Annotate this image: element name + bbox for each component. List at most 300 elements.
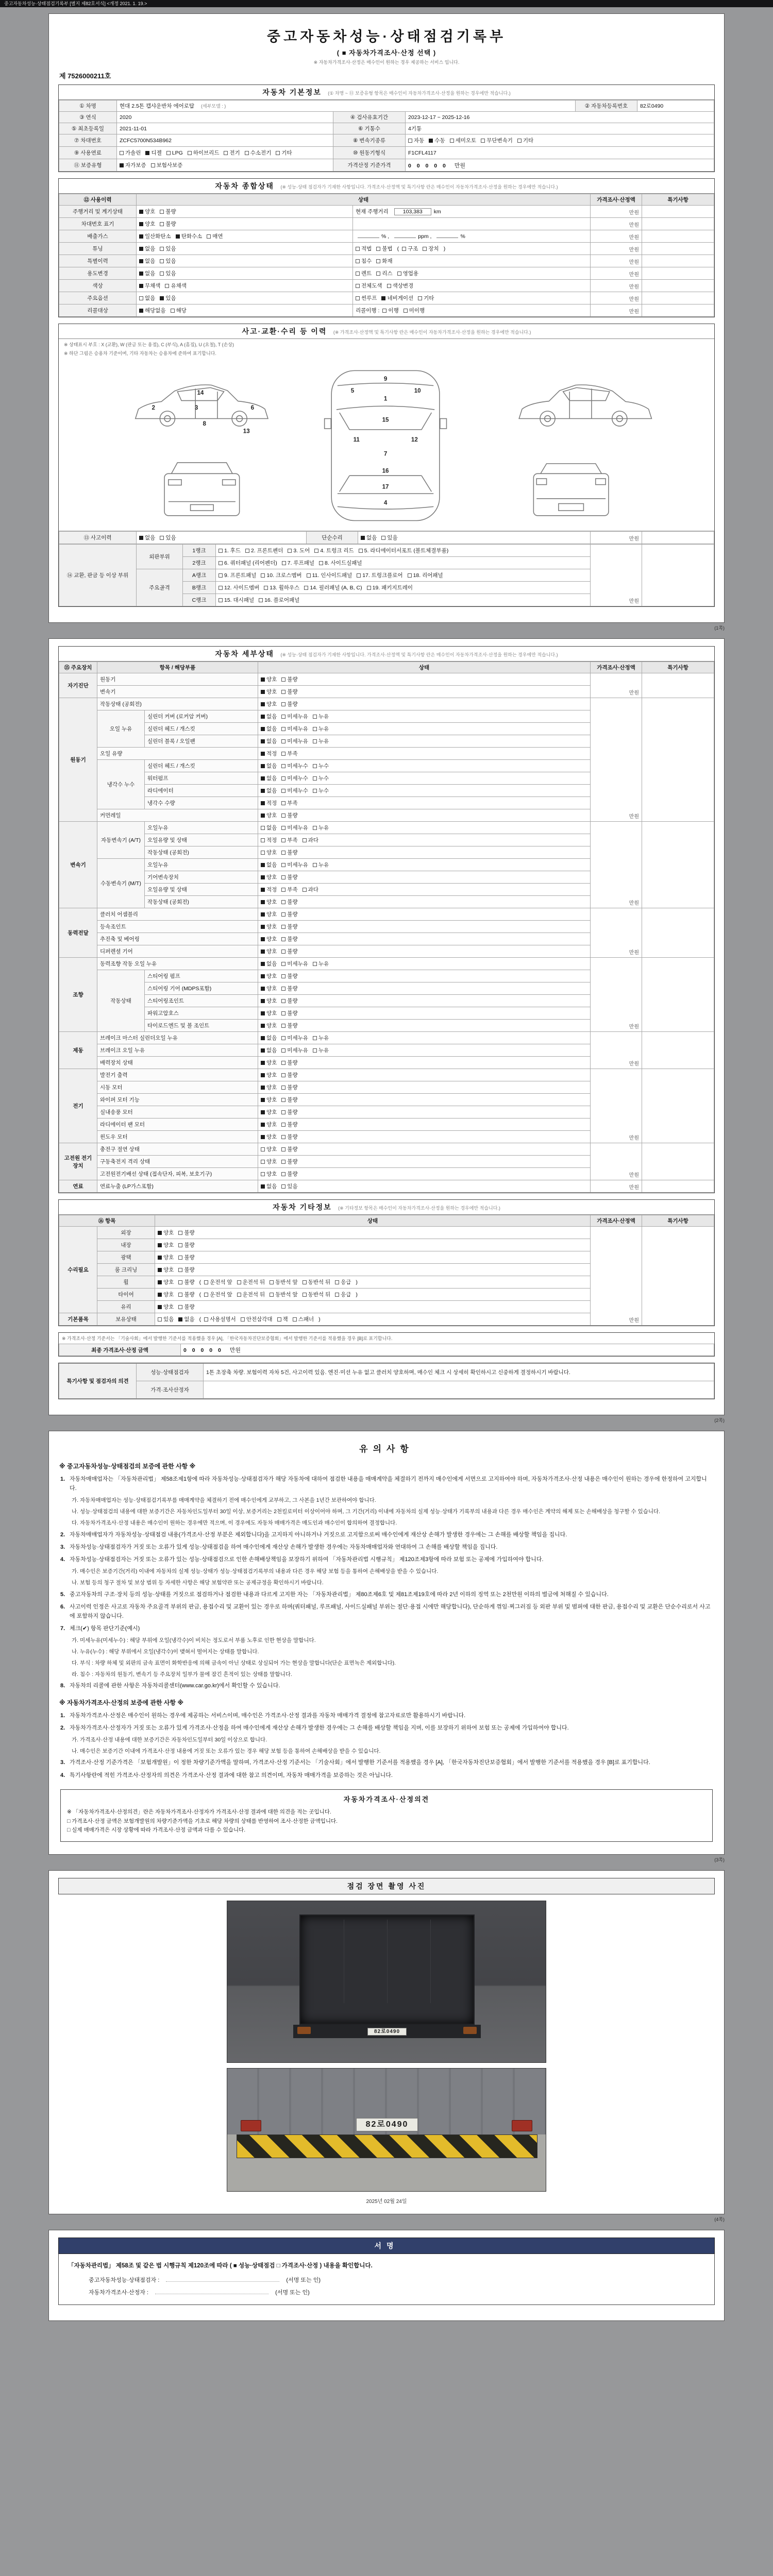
checkbox-option: 기타 <box>276 149 292 157</box>
tail-lamp-left <box>297 2027 311 2034</box>
state-cell <box>258 785 591 797</box>
checkbox-option: 없음 <box>261 824 277 832</box>
item-label: 브레이크 오일 누유 <box>97 1044 258 1057</box>
checkbox-option: 양호 <box>261 688 277 696</box>
usage-item-label: 튜닝 <box>59 243 137 255</box>
blank-line <box>436 233 458 238</box>
checkbox-option: 불량 <box>281 910 297 918</box>
checkbox-option: 매연 <box>207 232 223 240</box>
checkbox-option: 누수 <box>313 762 329 770</box>
state-text: ( <box>199 1316 201 1323</box>
state-cell <box>258 723 591 735</box>
usage-state <box>137 218 353 230</box>
notice-item-number: 8. <box>60 1683 65 1689</box>
checkbox-option: 양호 <box>158 1266 174 1274</box>
notice-title: 유의사항 <box>359 1444 414 1454</box>
cylinder-label: ⑥ 기통수 <box>333 123 406 134</box>
checkbox-option: 썬루프 <box>356 294 377 302</box>
checkbox-box <box>356 259 360 263</box>
final-price-note: ※ 가격조사·산정 기준서는 「기술사회」에서 발행한 기준서를 적용했을 경우 [A], 「한국자동차진단보증협회」에서 발행한 기준서를 적용했을 경우 [B]로 표기합니다. <box>62 1336 393 1341</box>
blank-line <box>394 233 416 238</box>
state-cell <box>258 970 591 982</box>
checkbox-option: 적정 <box>261 799 277 807</box>
page-mark-4: (4쪽) <box>714 2217 725 2223</box>
rank-group-label: 주요골격 <box>137 569 183 606</box>
checkbox-option: 양호 <box>261 1059 277 1066</box>
detail-col-price: 가격조사·산정액 <box>591 662 642 673</box>
note-cell <box>642 218 714 230</box>
checkbox-box <box>281 1172 285 1176</box>
item-label: 시동 모터 <box>97 1081 258 1094</box>
notice-subitem: 나. 성능·상태점검의 내용에 대한 보증기간은 자동차인도일부터 30일 이상, 보증거리는 2천킬로미터 이상이어야 하며, 그 기간(거리) 이내에 자동차의 실제 성능·상태가 기록부의 내용과 다른 경우 매수인은 계약의 해제 또는 손해배상을 청구할 수 있습니다. <box>72 1509 661 1515</box>
checkbox-option: 수동 <box>429 137 445 144</box>
state-cell <box>258 1106 591 1118</box>
usage-extra <box>353 255 591 267</box>
vin-value: ZCFC5700N534B962 <box>117 134 333 147</box>
checkbox-box <box>281 851 285 855</box>
notice-subitem: 가. 자동차매매업자는 성능·상태점검기록부를 매매계약을 체결하기 전에 매수인에게 교부하고, 그 사본을 1년간 보관하여야 합니다. <box>72 1497 376 1504</box>
checkbox-option: 없음 <box>261 1046 277 1054</box>
usage-state <box>137 230 353 243</box>
checkbox-option: 부족 <box>281 836 297 844</box>
item-label: 충전구 절연 상태 <box>97 1143 258 1156</box>
checkbox-option: 누수 <box>313 774 329 782</box>
checkbox-option: 양호 <box>158 1241 174 1249</box>
checkbox-option: 양호 <box>158 1303 174 1311</box>
exchange-rank-table <box>59 544 714 606</box>
checkbox-option: 장치 <box>423 245 439 252</box>
item-label: 기어변속장치 <box>145 871 258 884</box>
note-cell <box>642 230 714 243</box>
checkbox-box <box>219 549 223 553</box>
checkbox-box <box>259 598 263 602</box>
checkbox-option: 있음 <box>160 269 176 277</box>
section-inspector-opinion <box>58 1363 715 1399</box>
checkbox-box <box>376 272 380 276</box>
accident-legend-2: ※ 하단 그림은 승용차 기준이며, 기타 자동차는 승용차에 준하여 표기합니다. <box>64 351 216 356</box>
notice-item-number: 3. <box>60 1759 65 1766</box>
state-cell <box>258 1020 591 1032</box>
checkbox-box <box>313 1048 317 1053</box>
vehicle-diagram <box>64 360 709 530</box>
appraisal-opinion-line: ※ 「자동차가격조사·산정의견」란은 자동차가격조사·산정자가 가격조사·산정 결과에 대한 의견을 적는 곳입니다. <box>67 1808 331 1815</box>
subgroup-label: 수동변속기 (M/T) <box>97 859 145 908</box>
notice-section1-title: ※ 중고자동차성능·상태점검의 보증에 관한 사항 ※ <box>59 1463 196 1470</box>
state-text: 현재 주행거리 <box>356 209 389 215</box>
state-cell <box>258 710 591 723</box>
sign-statement: 「자동차관리법」 제58조 및 같은 법 시행규칙 제120조에 따라 ( ■ 성능·상태점검 □ 가격조사·산정 ) 내용을 확인합니다. <box>68 2263 373 2269</box>
checkbox-box <box>281 814 285 818</box>
checkbox-option: 구조 <box>402 245 418 252</box>
detail-body <box>59 673 714 1193</box>
section-note-detail: (※ 성능·상태 점검자가 기재한 사항입니다. 가격조사·산정액 및 특기사항 란은 매수인이 자동차가격조사·산정을 원하는 경우에만 적습니다.) <box>280 652 558 657</box>
notice-item-number: 4. <box>60 1556 65 1563</box>
checkbox-box <box>313 826 317 830</box>
state-cell <box>258 1007 591 1020</box>
price-cell: 만원 <box>591 230 642 243</box>
usage-extra <box>353 206 591 218</box>
checkbox-option: 없음 <box>261 737 277 745</box>
note-cell <box>642 822 714 908</box>
checkbox-option: 4. 트렁크 리드 <box>314 547 354 554</box>
regno-label: ② 자동차등록번호 <box>576 100 637 112</box>
rank-row <box>59 545 714 557</box>
checkbox-option: 불량 <box>281 1096 297 1104</box>
state-cell <box>258 809 591 822</box>
note-cell <box>642 292 714 304</box>
checkbox-option: 수소전기 <box>245 149 272 157</box>
checkbox-box <box>281 987 285 991</box>
notice-item-number: 7. <box>60 1625 65 1632</box>
notice-item <box>60 1771 713 1780</box>
notice-item-text: 자동차가격조사·산정은 매수인이 원하는 경우에 제공하는 서비스이며, 매수인은 가격조사·산정 결과를 자동차 매매가격 결정에 참고자료로만 활용하시기 바랍니다. <box>70 1712 466 1719</box>
checkbox-option: 양호 <box>261 997 277 1005</box>
rank-label: B랭크 <box>183 582 216 594</box>
checkbox-option: 적정 <box>261 750 277 757</box>
notice-item-number: 3. <box>60 1544 65 1550</box>
checkbox-box <box>270 1280 274 1284</box>
state-cell <box>258 834 591 846</box>
notice-item-text: 사고이력 인정은 사고로 자동차 주요골격 부위의 판금, 용접수리 및 교환이 있는 경우로 하며(쿼터패널, 루프패널, 사이드실패널 부위는 절단·용접 시에만 해당합니다), 단순하게 꺾임·찌그러짐 등 외판 부위 및 범퍼에 대한 판금, 용접수리 및 교환은 단순수리로서 사고에 포함하지 않습니다. <box>70 1603 711 1619</box>
checkbox-box <box>281 1011 285 1015</box>
checkbox-box <box>261 573 265 578</box>
state-cell <box>258 896 591 908</box>
checkbox-box <box>335 1280 339 1284</box>
price-cell: 만원 <box>591 267 642 280</box>
checkbox-box <box>245 151 249 155</box>
checkbox-box <box>261 1024 265 1028</box>
section-note-accident: (※ 가격조사·산정액 및 특기사항 란은 매수인이 자동차가격조사·산정을 원하는 경우에만 적습니다.) <box>333 330 531 335</box>
price-cell: 만원 <box>591 255 642 267</box>
opinion-who-label: 성능·상태점검자 <box>137 1364 204 1381</box>
item-label: 작동상태 (공회전) <box>145 896 258 908</box>
checkbox-box <box>158 1268 162 1272</box>
checkbox-box <box>376 259 380 263</box>
checkbox-option: 없음 <box>178 1315 194 1323</box>
detail-row <box>59 698 714 710</box>
checkbox-option: 하이브리드 <box>188 149 220 157</box>
state-cell <box>258 945 591 958</box>
checkbox-option: 불량 <box>281 1059 297 1066</box>
notice-item <box>60 1543 713 1552</box>
checkbox-box <box>158 1305 162 1309</box>
item-label: 오일유량 및 상태 <box>145 834 258 846</box>
item-label: 동력조향 작동 오일 누유 <box>97 958 258 970</box>
price-cell: 만원 <box>591 218 642 230</box>
item-label: 실린더 블록 / 오일팬 <box>145 735 258 748</box>
checkbox-box <box>356 247 360 251</box>
checkbox-option: 8. 사이드실패널 <box>319 559 362 567</box>
checkbox-option: 해당없음 <box>139 307 166 314</box>
note-cell <box>642 280 714 292</box>
accident-legend-1: ※ 상태표시 부호 : X (교환), W (판금 또는 용접), C (부식), A (흠집), U (요철), T (손상) <box>64 342 234 347</box>
checkbox-option: 전기 <box>224 149 240 157</box>
checkbox-option: 적정 <box>261 836 277 844</box>
checkbox-option: 불량 <box>178 1303 194 1311</box>
checkbox-box <box>160 222 164 226</box>
state-text: ( <box>199 1292 201 1298</box>
engine-value: F1CFL4117 <box>406 147 714 159</box>
checkbox-box <box>261 739 265 743</box>
device-label: 자기진단 <box>59 673 97 698</box>
checkbox-box <box>261 937 265 941</box>
checkbox-option: 5. 라디에이터서포트 (볼트체결부품) <box>359 547 449 554</box>
subgroup-label: 오일 누유 <box>97 710 145 748</box>
checkbox-option: 없음 <box>361 534 377 541</box>
svg-text:1: 1 <box>383 395 388 402</box>
overall-state-table <box>59 194 714 317</box>
etc-item-label: 유리 <box>97 1301 155 1313</box>
checkbox-box <box>139 259 143 263</box>
price-cell: 만원 <box>591 698 642 822</box>
etc-row <box>59 1227 714 1239</box>
checkbox-box <box>356 296 360 300</box>
svg-text:9: 9 <box>383 375 388 382</box>
state-cell <box>258 1057 591 1069</box>
detail-row <box>59 1069 714 1081</box>
checkbox-box <box>178 1280 182 1284</box>
checkbox-box <box>281 888 285 892</box>
checkbox-option: 전체도색 <box>356 282 382 290</box>
notice-item <box>60 1723 713 1733</box>
overall-row <box>59 267 714 280</box>
checkbox-option: 양호 <box>261 1096 277 1104</box>
price-cell: 만원 <box>591 1227 642 1326</box>
device-label: 변속기 <box>59 822 97 908</box>
checkbox-option: 3. 도어 <box>288 547 310 554</box>
checkbox-option: 불량 <box>281 1145 297 1153</box>
checkbox-option: 불량 <box>160 220 176 228</box>
overall-col-item: ⑫ 사용이력 <box>59 194 137 206</box>
svg-text:15: 15 <box>382 416 389 423</box>
checkbox-option: 영업용 <box>397 269 418 277</box>
checkbox-option: 양호 <box>261 1133 277 1141</box>
checkbox-option: 침수 <box>356 257 372 265</box>
notice-subitem: 다. 부식 : 차량 하체 및 외판의 금속 표면이 화학반응에 의해 금속이 아닌 상태로 상실되어 가는 현상을 말합니다(단순 표면녹은 제외합니다). <box>72 1659 396 1666</box>
checkbox-option: 18. 리어패널 <box>408 571 443 579</box>
checkbox-option: 양호 <box>261 1145 277 1153</box>
blank-line <box>358 233 379 238</box>
checkbox-option: 2. 프론트펜더 <box>245 547 283 554</box>
notice-item-number: 2. <box>60 1724 65 1731</box>
tail-lamp-left-closeup <box>241 2120 261 2131</box>
overall-body <box>59 206 714 317</box>
checkbox-box <box>281 937 285 941</box>
checkbox-option: 불량 <box>281 873 297 881</box>
appraiser-sign-suffix: (서명 또는 인) <box>275 2290 310 2296</box>
checkbox-option: 있음 <box>160 534 176 541</box>
appraiser-sign-label: 자동차가격조사·산정자 : <box>89 2290 149 2296</box>
warranty-options <box>117 159 333 172</box>
overall-row <box>59 255 714 267</box>
state-cell <box>258 1032 591 1044</box>
checkbox-option: 부족 <box>281 750 297 757</box>
checkbox-box <box>261 875 265 879</box>
checkbox-box <box>188 151 192 155</box>
checkbox-option: 미세누유 <box>281 737 308 745</box>
checkbox-box <box>313 776 317 781</box>
usage-extra <box>353 267 591 280</box>
opinion-table <box>59 1363 714 1399</box>
checkbox-option: 사용설명서 <box>204 1315 236 1323</box>
state-text: ) <box>356 1279 358 1285</box>
note-cell <box>642 1069 714 1143</box>
checkbox-box <box>139 296 143 300</box>
checkbox-option: 운전석 뒤 <box>237 1291 265 1298</box>
checkbox-option: 양호 <box>261 1083 277 1091</box>
checkbox-box <box>241 1317 245 1321</box>
checkbox-box <box>281 962 285 966</box>
checkbox-option: 양호 <box>261 972 277 980</box>
checkbox-box <box>307 573 311 578</box>
notice-subitem: 나. 누유(누수) : 해당 부위에서 오일(냉각수)이 맺혀서 떨어지는 상태를 말합니다. <box>72 1649 259 1655</box>
checkbox-box <box>335 1293 339 1297</box>
checkbox-box <box>139 247 143 251</box>
state-cell <box>258 1094 591 1106</box>
checkbox-box <box>261 962 265 966</box>
checkbox-option: 1. 후드 <box>219 547 241 554</box>
fuel-label: ⑨ 사용연료 <box>59 147 117 159</box>
notice-section2-title: ※ 자동차가격조사·산정의 보증에 관한 사항 ※ <box>59 1699 184 1706</box>
checkbox-box <box>165 284 169 288</box>
checkbox-option: 누유 <box>313 713 329 720</box>
etc-state-cell <box>155 1227 591 1239</box>
checkbox-box <box>423 247 427 251</box>
etc-item-label: 휠 <box>97 1276 155 1289</box>
checkbox-box <box>171 309 175 313</box>
final-price-unit: 만원 <box>229 1347 241 1353</box>
checkbox-option: 불량 <box>281 1009 297 1017</box>
checkbox-option: 불량 <box>281 1022 297 1029</box>
checkbox-option: 과다 <box>303 886 318 893</box>
checkbox-box <box>313 789 317 793</box>
checkbox-option: LPG <box>166 150 183 156</box>
checkbox-option: 미세누유 <box>281 824 308 832</box>
usage-extra <box>353 280 591 292</box>
section-note-etc: (※ 기타정보 항목은 매수인이 자동차가격조사·산정을 원하는 경우에만 적습니다.) <box>338 1206 500 1211</box>
checkbox-box <box>367 586 371 590</box>
checkbox-option: 양호 <box>261 675 277 683</box>
basic-info-table <box>59 100 714 172</box>
price-cell: 만원 <box>591 822 642 908</box>
checkbox-box <box>261 1011 265 1015</box>
checkbox-box <box>261 900 265 904</box>
checkbox-box <box>261 1147 265 1151</box>
state-text: ) <box>356 1292 358 1298</box>
checkbox-option: 없음 <box>261 787 277 794</box>
state-text: ) <box>443 246 446 252</box>
checkbox-box <box>261 1110 265 1114</box>
state-text: km <box>433 209 441 215</box>
checkbox-option: 11. 인사이드패널 <box>307 571 352 579</box>
item-label: 스티어링조인트 <box>145 995 258 1007</box>
checkbox-option: 양호 <box>261 1009 277 1017</box>
checkbox-box <box>281 776 285 781</box>
checkbox-box <box>281 702 285 706</box>
checkbox-box <box>319 561 323 565</box>
submodel-label: (세부모델 : ) <box>201 104 226 109</box>
checkbox-option: 양호 <box>139 208 155 215</box>
checkbox-box <box>261 1123 265 1127</box>
opinion-text: 1톤 초장축 차량. 보험이력 자차 5건, 사고이력 있음. 엔진·미션 누유 없고 클러치 양호하며, 매수인 체크 시 상세히 확인하시고 신중하게 결정하시기 바랍니다. <box>204 1364 714 1381</box>
notice-item-text: 가격조사·산정 기준가격은 「보험개발원」이 정한 차량기준가액을 말하며, 가격조사·산정 기준서는 「기술사회」에서 발행한 기준서를 적용했을 경우 [A], 「한국자동차진단보증협회」에서 발행한 기준서를 적용했을 경우 [B]로 표기합니다. <box>70 1759 650 1766</box>
price-cell: 만원 <box>591 1032 642 1069</box>
device-label: 원동기 <box>59 698 97 822</box>
device-label: 전기 <box>59 1069 97 1143</box>
price-cell: 만원 <box>591 958 642 1032</box>
checkbox-option: 16. 플로어패널 <box>259 596 299 604</box>
car-name-label: ① 차명 <box>59 100 117 112</box>
vin-label: ⑦ 차대번호 <box>59 134 117 147</box>
checkbox-box <box>204 1280 208 1284</box>
checkbox-option: 운전석 앞 <box>204 1278 232 1286</box>
checkbox-box <box>281 1073 285 1077</box>
checkbox-option: 불량 <box>281 849 297 856</box>
checkbox-box <box>261 888 265 892</box>
checkbox-box <box>281 764 285 768</box>
price-cell: 만원 <box>591 304 642 317</box>
state-cell <box>258 772 591 785</box>
checkbox-box <box>261 702 265 706</box>
state-text: ( <box>397 246 399 252</box>
usage-item-label: 용도변경 <box>59 267 137 280</box>
checkbox-option: 불량 <box>178 1266 194 1274</box>
engine-label: ⑩ 원동기형식 <box>333 147 406 159</box>
checkbox-box <box>387 284 391 288</box>
base-price-value: 0 0 0 0 0 <box>408 162 448 169</box>
firstreg-label: ⑤ 최초등록일 <box>59 123 117 134</box>
checkbox-box <box>178 1256 182 1260</box>
section-note-overall: (※ 성능·상태 점검자가 기재한 사항입니다. 가격조사·산정액 및 특기사항 란은 매수인이 자동차가격조사·산정을 원하는 경우에만 적습니다.) <box>280 184 558 190</box>
notice-item-number: 5. <box>60 1591 65 1598</box>
price-cell: 만원 <box>591 243 642 255</box>
notice-subitem: 나. 보험 등의 청구 절차 및 보상 범위 등 자세한 사항은 해당 보험약관 또는 공제규정을 확인하시기 바랍니다. <box>72 1579 324 1586</box>
checkbox-box <box>303 1293 307 1297</box>
checkbox-option: 누유 <box>313 960 329 968</box>
checkbox-option: 양호 <box>261 849 277 856</box>
state-text: 리콜이행 : <box>356 308 380 314</box>
checkbox-box <box>404 309 408 313</box>
state-cell <box>258 1180 591 1193</box>
state-cell <box>258 921 591 933</box>
checkbox-box <box>178 1293 182 1297</box>
checkbox-box <box>261 789 265 793</box>
checkbox-box <box>145 151 149 155</box>
notice-item-text: 자동차매매업자는 「자동차관리법」 제58조제1항에 따라 자동차성능·상태점검자가 해당 자동차에 대하여 점검한 내용을 매매계약을 체결하기 전까지 매수인에게 서면으로 고지하여야 하며, 자동차가격조사·산정 내용은 매수인이 원하는 경우에 한정하여 고지합니다. <box>70 1476 707 1492</box>
checkbox-box <box>408 573 412 578</box>
checkbox-box <box>139 234 143 239</box>
warranty-label: ⑪ 보증유형 <box>59 159 117 172</box>
price-cell: 만원 <box>591 1143 642 1180</box>
checkbox-option: 13. 휠하우스 <box>264 584 299 591</box>
checkbox-option: 불량 <box>281 985 297 992</box>
usage-state <box>137 292 353 304</box>
state-cell <box>258 686 591 698</box>
checkbox-box <box>381 296 385 300</box>
checkbox-box <box>261 715 265 719</box>
item-label: 고전원전기배선 상태 (접속단자, 피복, 보호기구) <box>97 1168 258 1180</box>
checkbox-option: 미세누유 <box>281 725 308 733</box>
section-title-basic: 자동차 기본정보 <box>262 88 322 96</box>
section-etc-info <box>58 1199 715 1326</box>
titlebar-text: 중고자동차성능·상태점검기록부 [별지 제82호서식] <개정 2021. 1. 19.> <box>4 1 147 6</box>
checkbox-option: 세미오토 <box>450 137 477 144</box>
checkbox-option: 동반석 앞 <box>270 1278 298 1286</box>
checkbox-box <box>219 598 223 602</box>
item-label: 오일유량 및 상태 <box>145 884 258 896</box>
notice-item <box>60 1602 713 1621</box>
checkbox-box <box>178 1317 182 1321</box>
